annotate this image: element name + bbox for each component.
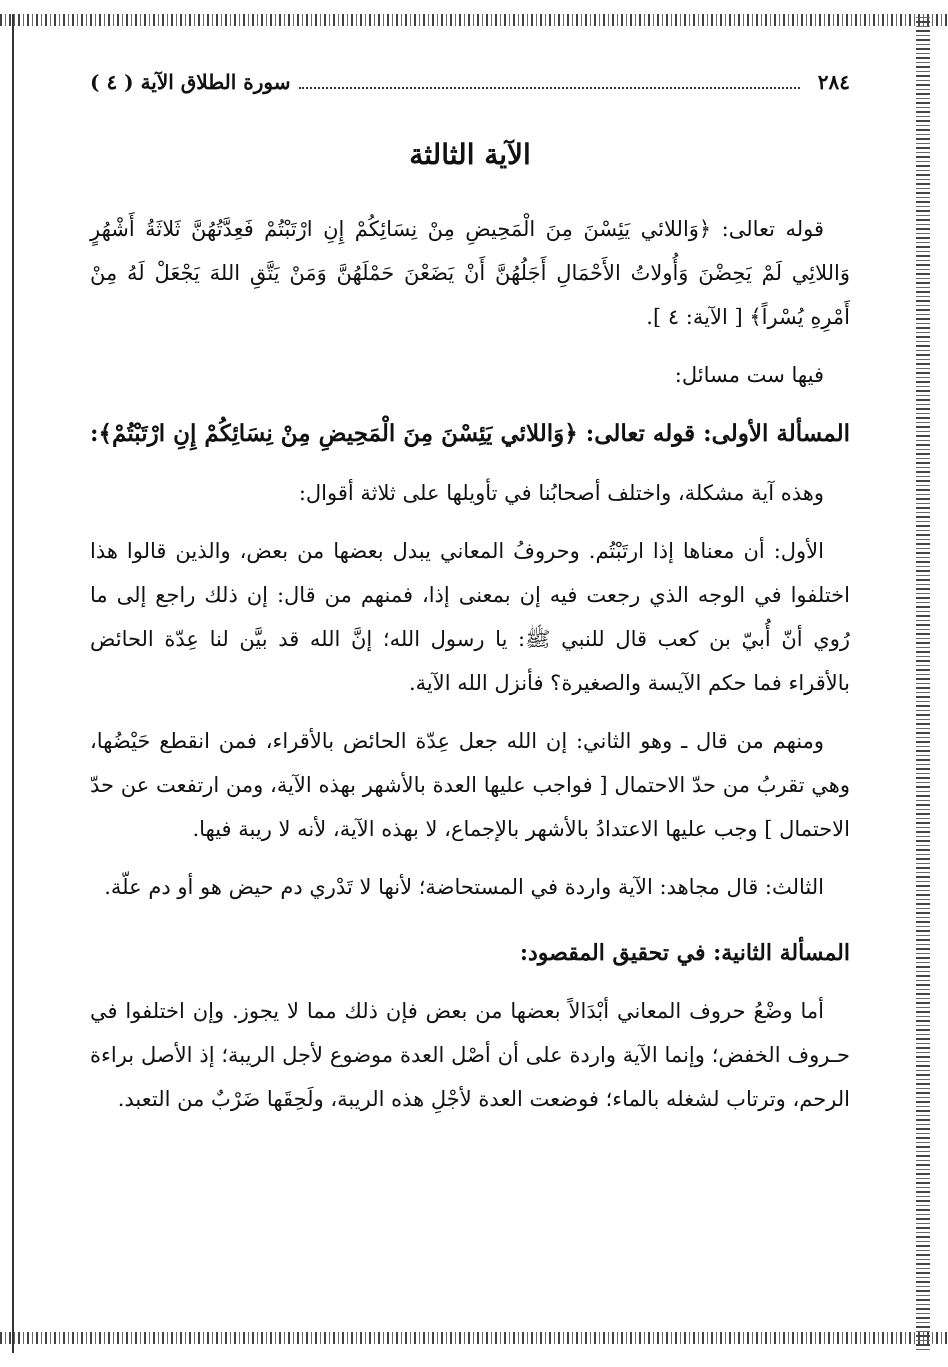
decorative-border-right [916,14,930,1353]
second-opinion-paragraph: ومنهم من قال ـ وهو الثاني: إن الله جعل عِدّة الحائض بالأقراء، فمن انقطع حَيْضُها، وهي تقربُ من حدّ الاحتمال [ فواجب عليها العدة بالأشهر بهذه الآية، ومن ارتفعت عن حدّ الاحتمال ] وجب عليها الاعتدادُ بالأشهر بالإجماع، لا بهذه الآية، لأنه لا ريبة فيها. [90,729,850,841]
issue2-heading: المسألة الثانية: في تحقيق المقصود: [519,940,850,966]
section-title: الآية الثالثة [409,138,531,171]
page-content [90,60,850,1135]
six-issues-line: فيها ست مسائل: [674,363,824,387]
page-number: ٢٨٤ [817,70,850,94]
decorative-border-bottom [0,1332,948,1344]
first-opinion-paragraph: الأول: أن معناها إذا ارتَبْتُم. وحروفُ المعاني يبدل بعضها من بعض، والذين قالوا هذا اختلفوا في الوجه الذي رجعت فيه إن بمعنى إذا، فمنهم من قال: إن ذلك راجع إلى ما رُوي أنّ أُبيّ بن كعب قال للنبي ﷺ: يا رسول الله؛ إنَّ الله قد بيَّن لنا عِدّة الحائض بالأقراء فما حكم الآيسة والصغيرة؟ فأنزل الله الآية. [90,539,850,695]
verse-paragraph: قوله تعالى: ﴿وَاللائي يَئِسْنَ مِنَ الْمَحِيضِ مِنْ نِسَائِكُمْ إِنِ ارْتَبْتُمْ فَعِدَّتُهُنَّ ثَلاثَةُ أَشْهُرٍ وَاللائِي لَمْ يَحِضْنَ وَأُولاتُ الأَحْمَالِ أَجَلُهُنَّ أَنْ يَضَعْنَ حَمْلَهُنَّ وَمَنْ يَتَّقِ اللهَ يَجْعَلْ لَهُ مِنْ أَمْرِهِ يُسْراً﴾ [ الآية: ٤ ]. [90,217,850,329]
third-opinion-paragraph: الثالث: قال مجاهد: الآية واردة في المستحاضة؛ لأنها لا تَدْري دم حيض هو أو دم علّة. [104,875,824,899]
issue1-intro: وهذه آية مشكلة، واختلف أصحابُنا في تأويلها على ثلاثة أقوال: [298,481,824,505]
surah-title: سورة الطلاق الآية ( ٤ ) [90,70,291,94]
running-header [90,60,850,104]
decorative-border-top [0,14,948,26]
issue2-paragraph: أما وضْعُ حروف المعاني أبْدَالاً بعضها من بعض فإن ذلك مما لا يجوز. وإن اختلفوا في حـروف الخفض؛ وإنما الآية واردة على أن أصْل العدة موضوع لأجل الريبة؛ إذ الأصل براءة الرحم، وترتاب لشغله بالماء؛ فوضعت العدة لأجْلِ هذه الريبة، ولَحِقَها ضَرْبٌ من التعبد. [90,999,850,1111]
issue1-heading: المسألة الأولى: قوله تعالى: ﴿وَاللائي يَئِسْنَ مِنَ الْمَحِيضِ مِنْ نِسَائِكُمْ إِنِ ارْتَبْتُمْ﴾: [90,420,850,447]
decorative-border-left [12,14,14,1353]
header-dot-leader [299,75,800,89]
